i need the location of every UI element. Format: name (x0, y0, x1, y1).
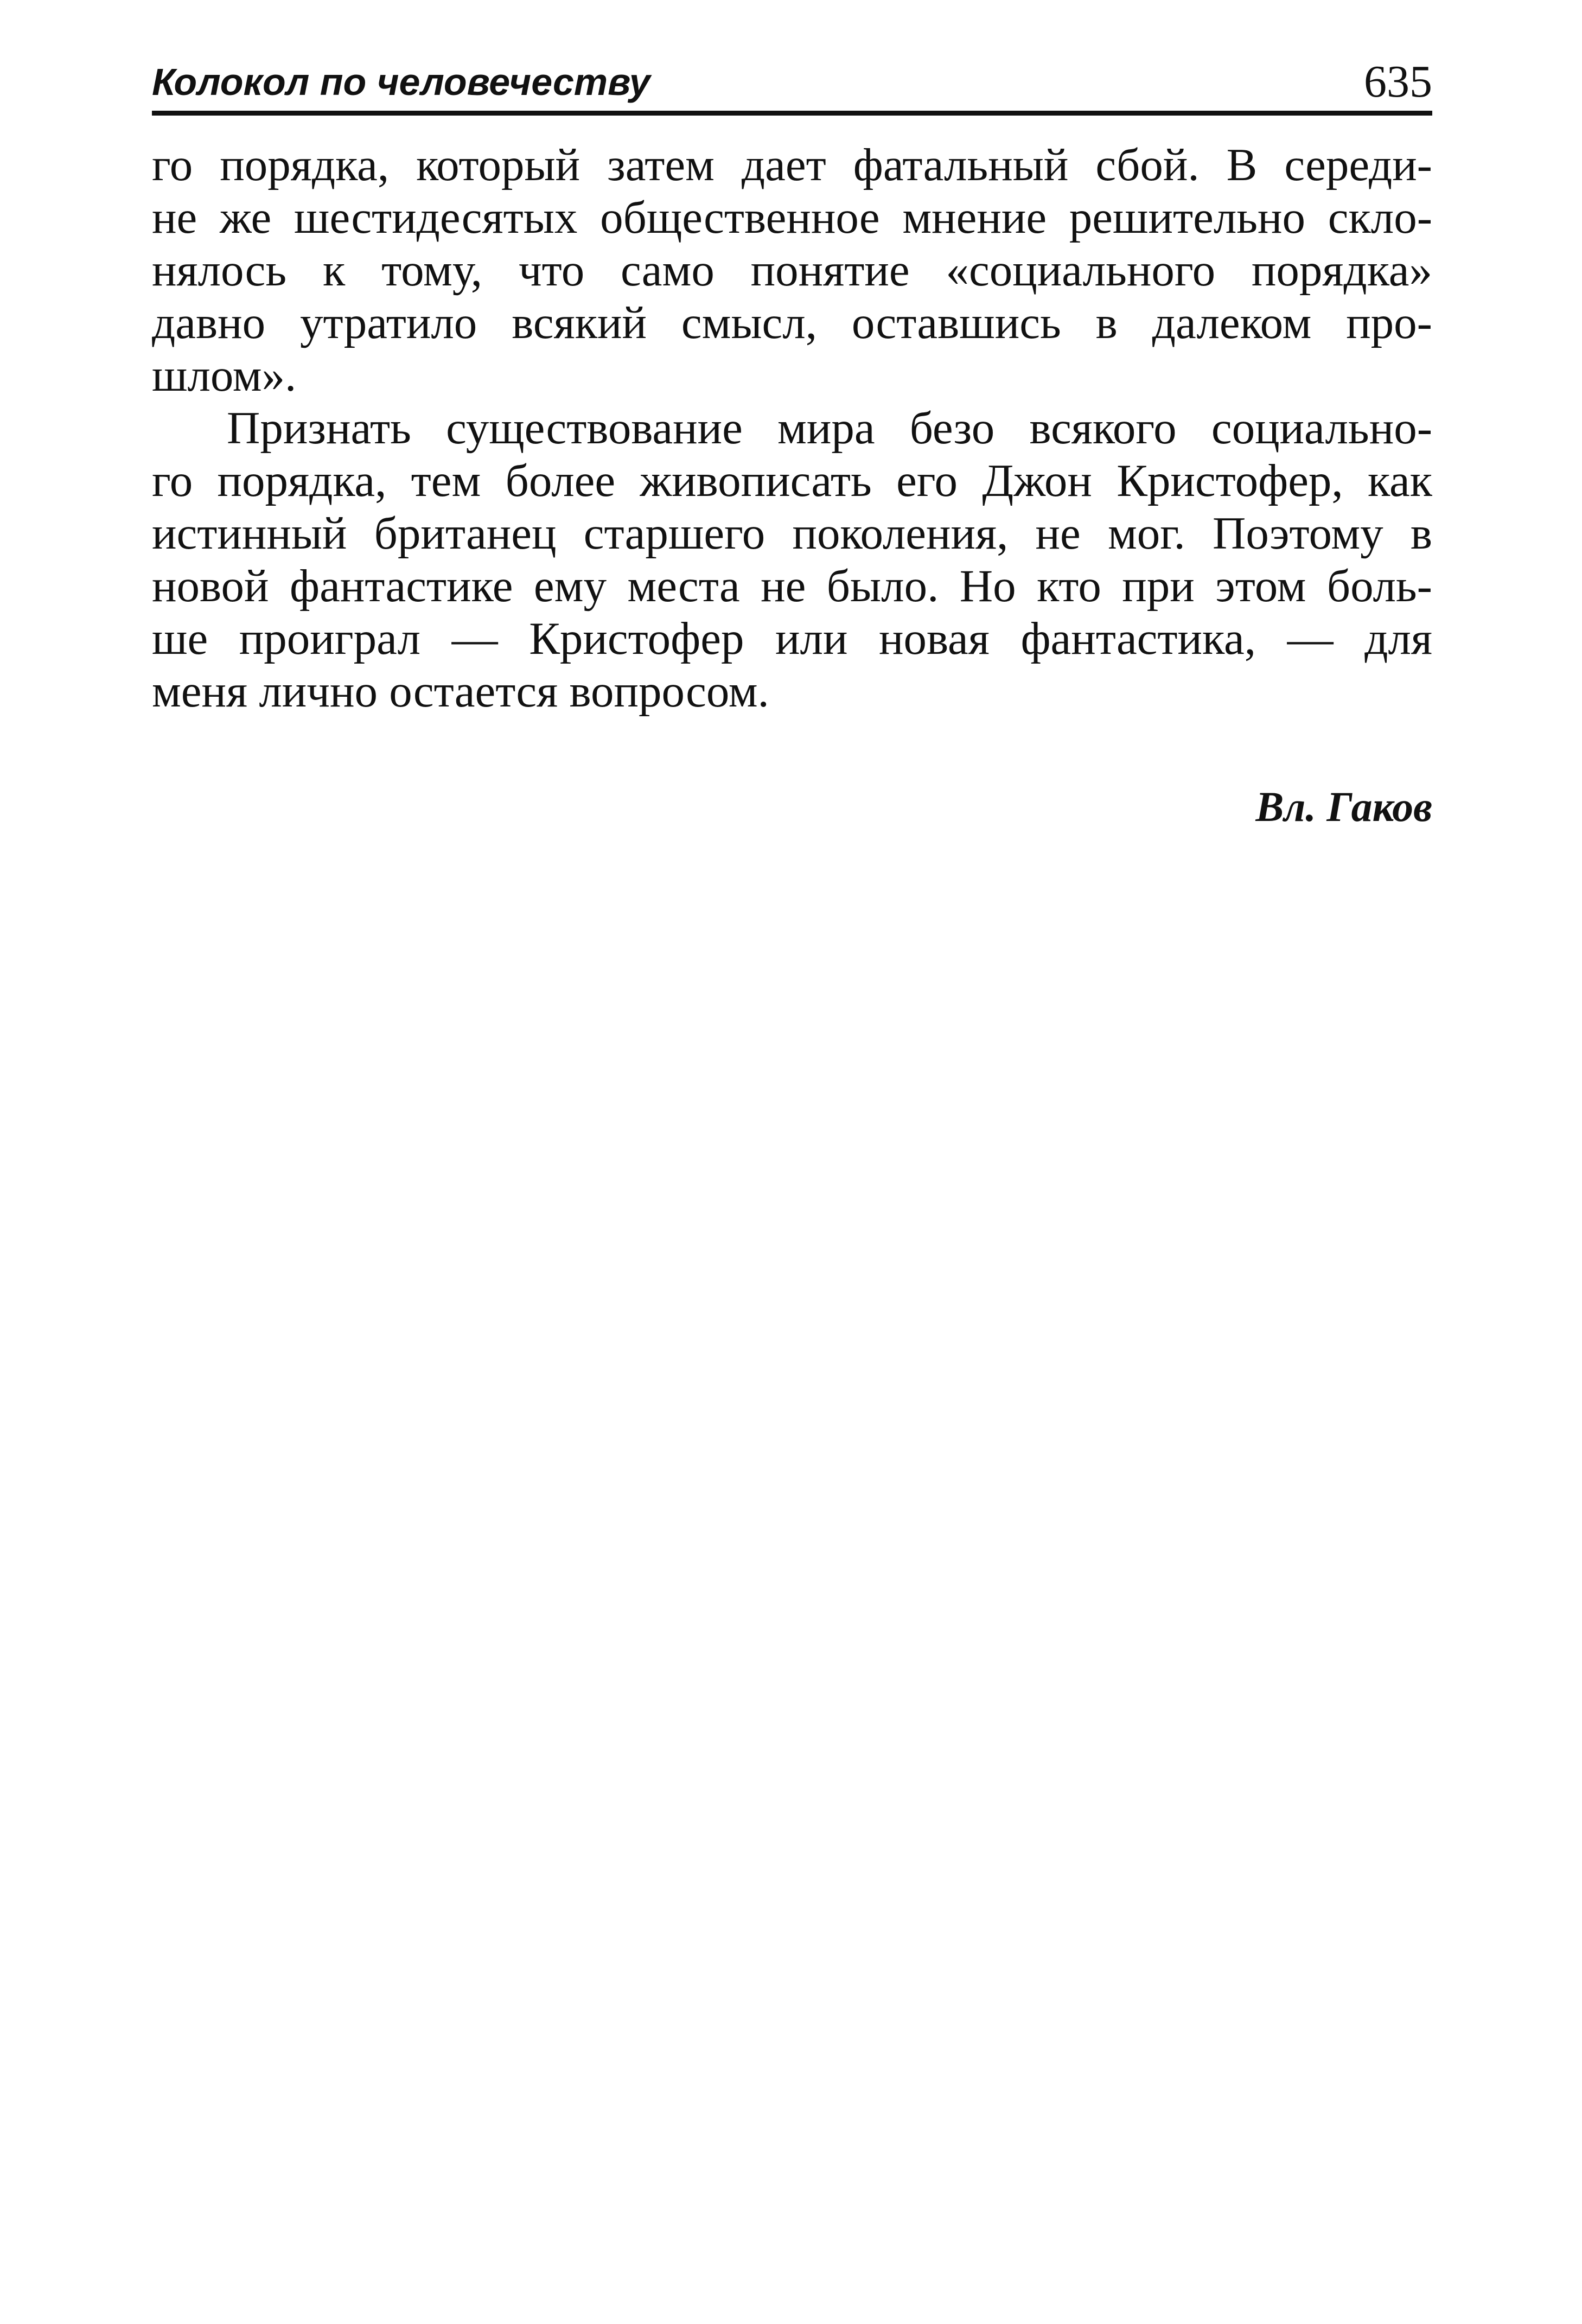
running-title: Колокол по человечеству (152, 61, 650, 103)
text-line: го порядка, который затем дает фатальный сбой. В середи- (152, 139, 1432, 190)
book-page (152, 54, 1432, 833)
text-line: новой фантастике ему места не было. Но кто при этом боль- (152, 561, 1432, 612)
paragraph-1 (152, 139, 1432, 402)
text-line: давно утратило всякий смысл, оставшись в далеком про- (152, 297, 1432, 348)
text-line: го порядка, тем более живописать его Джон Кристофер, как (152, 455, 1432, 506)
paragraph-2 (152, 402, 1432, 718)
text-line: ше проиграл — Кристофер или новая фантастика, — для (152, 613, 1432, 664)
text-line: нялось к тому, что само понятие «социального порядка» (152, 245, 1432, 296)
page-number: 635 (1364, 56, 1432, 107)
body-text (152, 139, 1432, 718)
text-line: не же шестидесятых общественное мнение решительно скло- (152, 192, 1432, 243)
text-line: шлом». (152, 350, 297, 401)
author-signature: Вл. Гаков (1255, 783, 1432, 830)
text-line: Признать существование мира безо всякого социально- (227, 403, 1432, 454)
text-line: истинный британец старшего поколения, не мог. Поэтому в (152, 508, 1432, 559)
header-rule (152, 111, 1432, 116)
running-header (152, 54, 1432, 114)
text-line: меня лично остается вопросом. (152, 666, 769, 717)
